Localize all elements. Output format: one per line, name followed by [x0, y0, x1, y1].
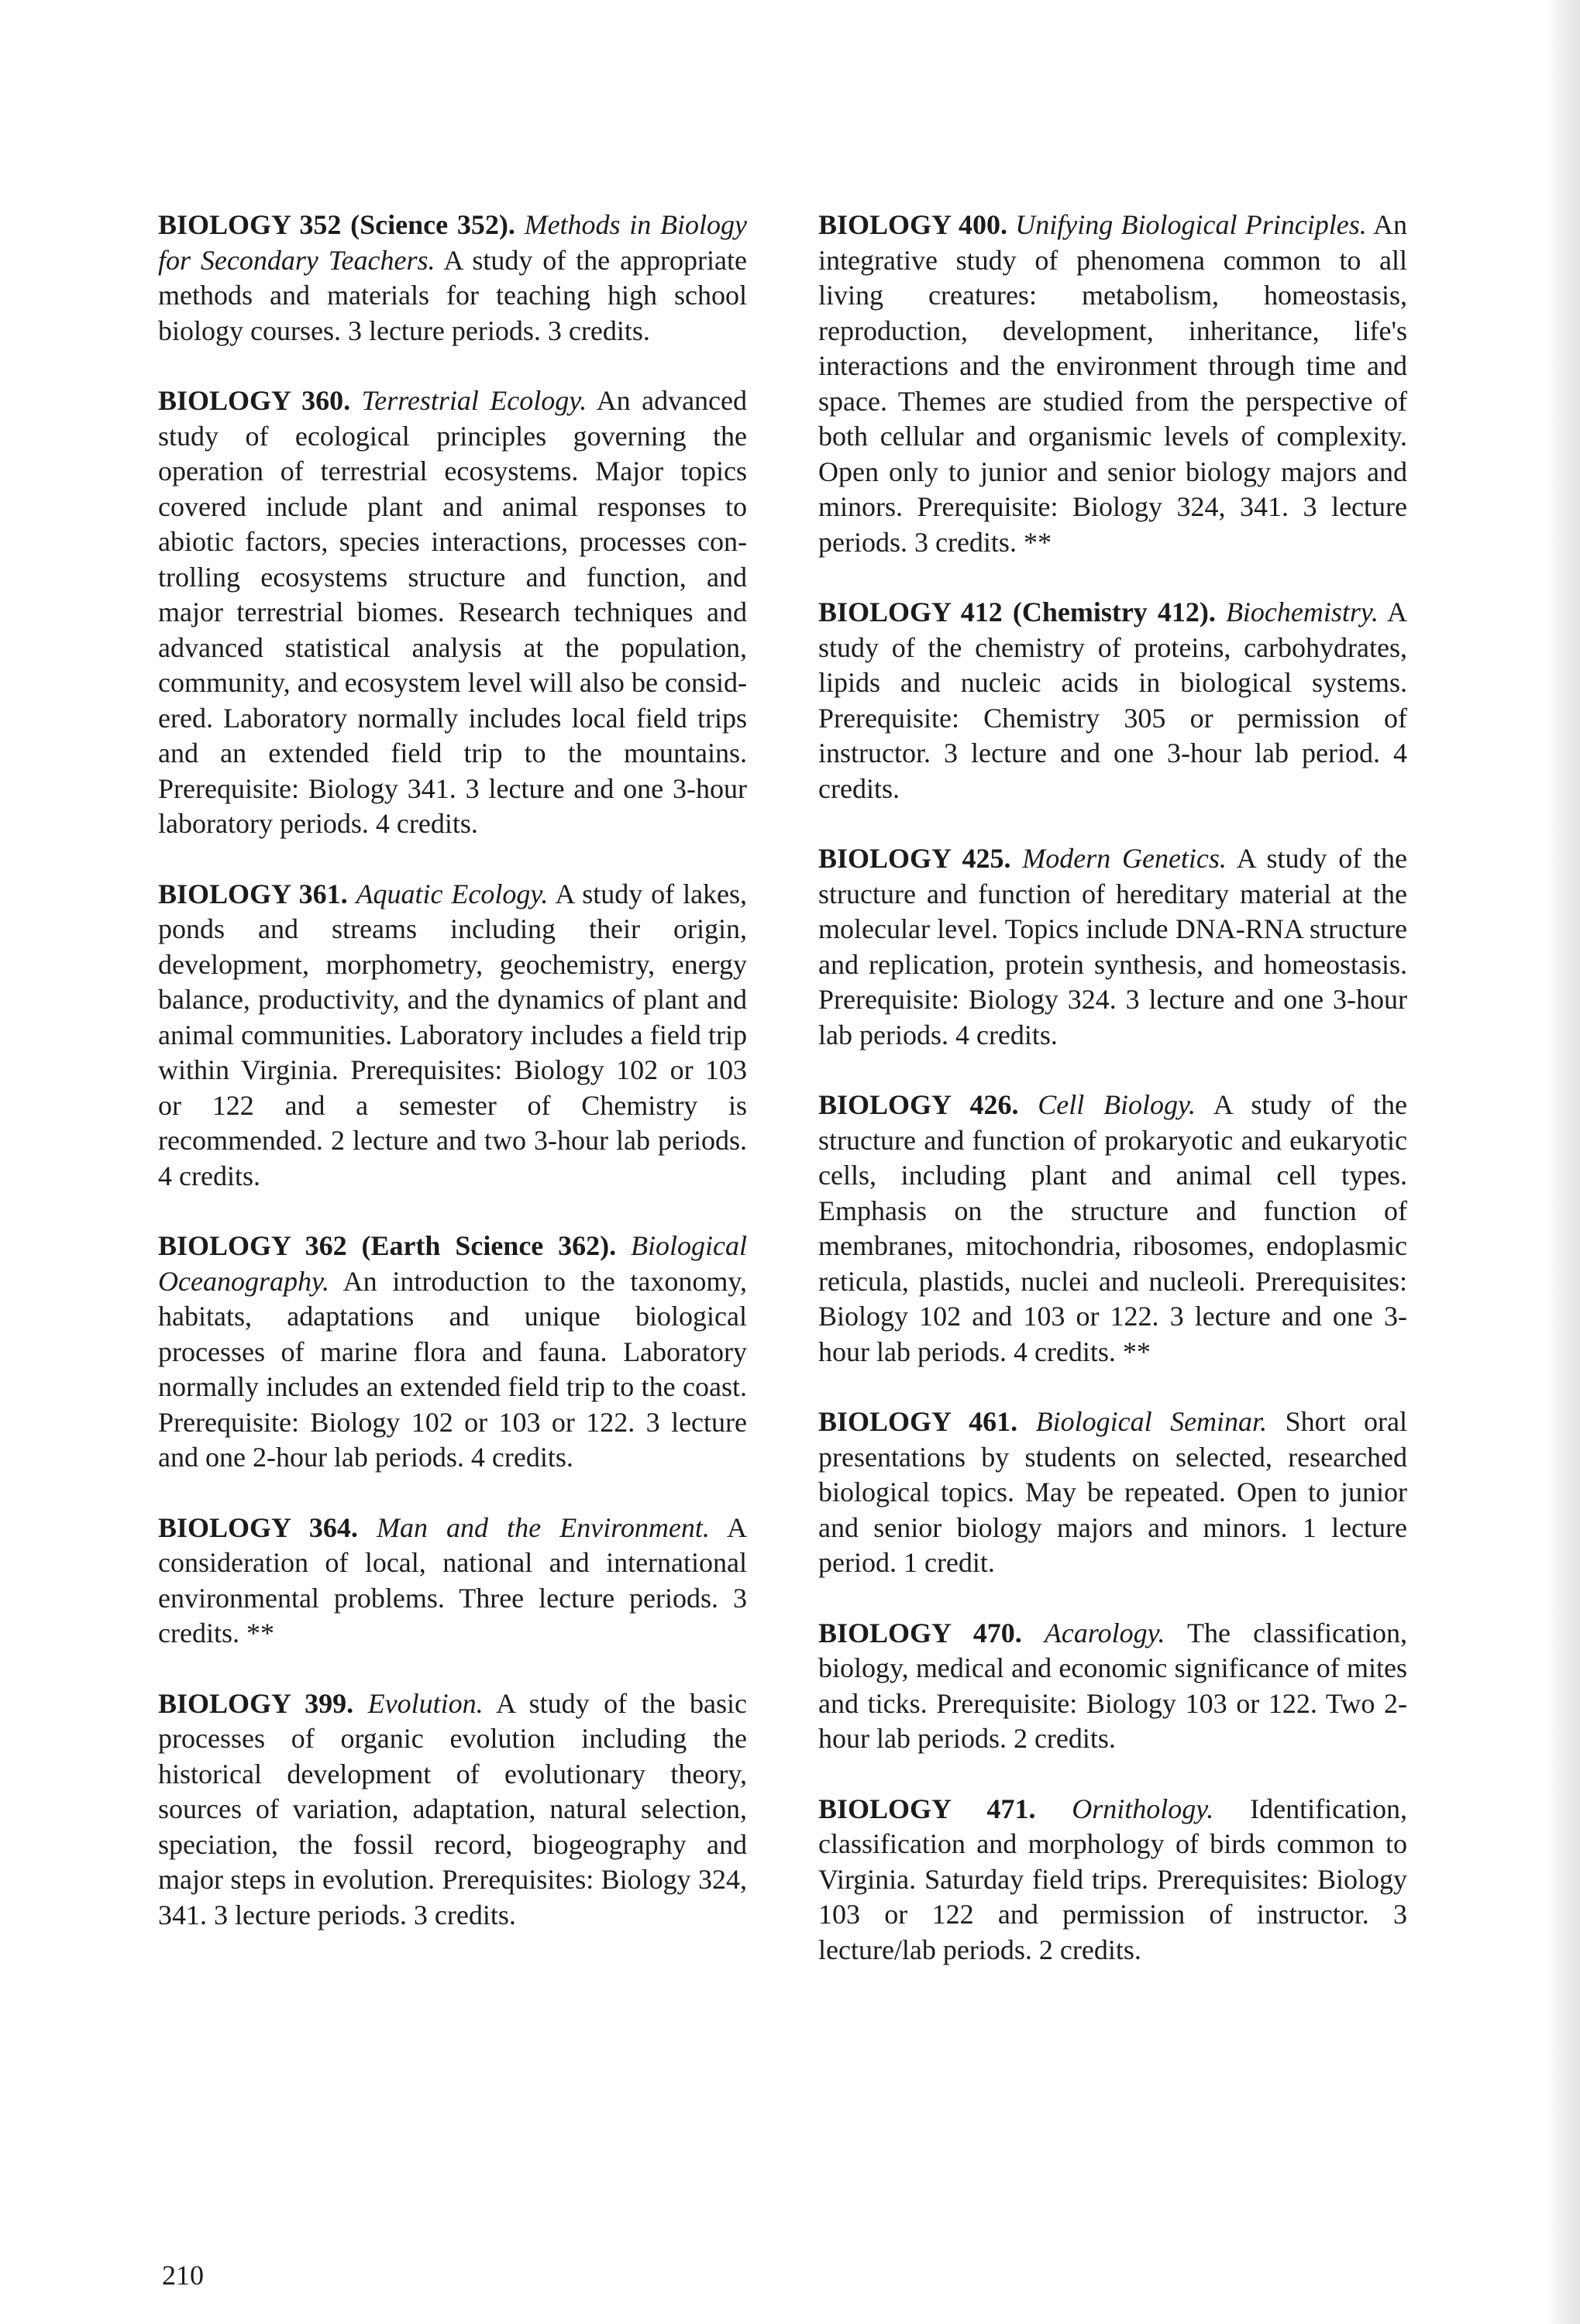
- course-description: The classification, biology, medical and economic significance of mites and ticks. Prerequisite: Biology 103 or 122. Two 2-hour lab periods. 2 credits.: [818, 1617, 1408, 1754]
- course-code: BIOLOGY 471.: [818, 1793, 1036, 1824]
- course-description: An advanced study of ecological principles governing the operation of terrestrial ecosystems. Major topics covered include plant and animal responses to abiotic factors, species interactions, processes controlling ecosystems structure and function, and major terrestrial biomes. Research techniques and advanced statistical analysis at the population, community, and ecosystem level will also be considered. Laboratory normally includes local field trips and an extended field trip to the mountains. Prerequisite: Biology 341. 3 lecture and one 3-hour laboratory periods. 4 credits.: [158, 385, 747, 839]
- course-description: A study of the basic processes of organic evolution including the historical development of evolutionary theory, sources of variation, adaptation, natural selection, speciation, the fossil record, biogeography and major steps in evolution. Prerequisites: Biology 324, 341. 3 lecture periods. 3 credits.: [158, 1687, 748, 1930]
- course-description: A consideration of local, national and international environmental problems. Three lecture periods. 3 credits. **: [158, 1511, 748, 1648]
- course-description: A study of the structure and function of hereditary material at the molecular level. Topics include DNA-RNA structure and replication, protein synthesis, and homeostasis. Prerequisite: Biology 324. 3 lecture and one 3-hour lab periods. 4 credits.: [818, 843, 1407, 1050]
- course-description: An introduction to the taxonomy, habitats, adaptations and unique biological processes of marine flora and fauna. Laboratory normally includes an extended field trip to the coast. Prerequisite: Biology 102 or 103 or 122. 3 lecture and one 2-hour lab periods. 4 credits.: [158, 1265, 747, 1473]
- course-title: Cell Biology.: [1038, 1089, 1196, 1120]
- course-title: Terrestrial Ecology.: [361, 385, 587, 416]
- course-entry-biology-399: [158, 1686, 747, 1934]
- course-title: Acarology.: [1044, 1617, 1165, 1648]
- course-entry-biology-364: [158, 1511, 747, 1652]
- course-title: Aquatic Ecology.: [356, 878, 549, 909]
- course-entry-biology-360: [158, 383, 747, 842]
- course-entry-biology-362: [158, 1229, 747, 1476]
- course-entry-biology-412: [818, 595, 1407, 806]
- course-entry-biology-471: [818, 1792, 1407, 1968]
- course-code: BIOLOGY 400.: [818, 209, 1007, 240]
- course-code: BIOLOGY 364.: [158, 1511, 358, 1543]
- course-entry-biology-425: [818, 841, 1407, 1053]
- course-entry-biology-352: [158, 208, 747, 349]
- course-code: BIOLOGY 399.: [158, 1687, 354, 1719]
- course-code: BIOLOGY 360.: [158, 385, 351, 416]
- course-code: BIOLOGY 426.: [818, 1089, 1019, 1120]
- left-column: [158, 208, 747, 1968]
- course-entry-biology-426: [818, 1088, 1407, 1370]
- course-code: BIOLOGY 470.: [818, 1617, 1022, 1648]
- course-code: BIOLOGY 412 (Chemistry 412).: [818, 596, 1216, 627]
- course-title: Biological Seminar.: [1035, 1406, 1268, 1437]
- course-description: A study of lakes, ponds and streams including their origin, development, morphometry, geochemistry, energy balance, productivity, and the dynamics of plant and animal communities. Laboratory includes a field trip within Virginia. Prerequisites: Biology 102 or 103 or 122 and a semester of Chemistry is recommended. 2 lecture and two 3-hour lab periods. 4 credits.: [158, 878, 748, 1191]
- course-entry-biology-470: [818, 1616, 1407, 1757]
- course-title: Evolution.: [367, 1687, 484, 1719]
- course-description: A study of the structure and function of prokaryotic and eukaryotic cells, including plant and animal cell types. Emphasis on the structure and function of membranes, mitochondria, ribosomes, endoplasmic reticula, plastids, nuclei and nucleoli. Prerequisites: Biology 102 and 103 or 122. 3 lecture and one 3-hour lab periods. 4 credits. **: [818, 1089, 1408, 1367]
- course-title: Biochemistry.: [1225, 596, 1379, 627]
- course-description: An integrative study of phenomena common to all living creatures: metabolism, homeostasis, reproduction, development, inheritance, life's interactions and the environment through time and space. Themes are studied from the perspective of both cellular and organismic levels of complexity. Open only to junior and senior biology majors and minors. Prerequisite: Biology 324, 341. 3 lecture periods. 3 credits. **: [818, 209, 1408, 558]
- course-title: Modern Genetics.: [1022, 843, 1227, 874]
- course-description: A study of the appropriate methods and materials for teaching high school biology courses. 3 lecture periods. 3 credits.: [158, 244, 747, 346]
- course-entry-biology-400: [818, 208, 1407, 560]
- course-description: A study of the chemistry of proteins, carbohydrates, lipids and nucleic acids in biological systems. Prerequisite: Chemistry 305 or permission of instructor. 3 lecture and one 3-hour lab period. 4 credits.: [818, 596, 1407, 804]
- page-number: 210: [162, 2260, 204, 2291]
- course-description: Identification, classification and morphology of birds common to Virginia. Saturday field trips. Prerequisites: Biology 103 or 122 and permission of instructor. 3 lecture/lab periods. 2 credits.: [818, 1793, 1408, 1965]
- course-title: Unifying Biological Principles.: [1015, 209, 1367, 240]
- course-title: Biological Oceanography.: [158, 1230, 747, 1297]
- course-entry-biology-361: [158, 877, 747, 1195]
- course-code: BIOLOGY 361.: [158, 878, 348, 909]
- course-description: Short oral presentations by students on selected, researched biological topics. May be repeated. Open to junior and senior biology majors and minors. 1 lecture period. 1 credit.: [818, 1406, 1408, 1578]
- page-edge-shadow: [1546, 0, 1580, 2324]
- course-code: BIOLOGY 461.: [818, 1406, 1018, 1437]
- right-column: [818, 208, 1407, 2003]
- course-title: Ornithology.: [1072, 1793, 1214, 1824]
- course-entry-biology-461: [818, 1404, 1407, 1581]
- course-code: BIOLOGY 425.: [818, 843, 1011, 874]
- course-title: Methods in Biology for Secondary Teachers.: [158, 209, 747, 276]
- course-code: BIOLOGY 352 (Science 352).: [158, 209, 515, 240]
- course-title: Man and the Environment.: [376, 1511, 710, 1543]
- course-code: BIOLOGY 362 (Earth Science 362).: [158, 1230, 617, 1261]
